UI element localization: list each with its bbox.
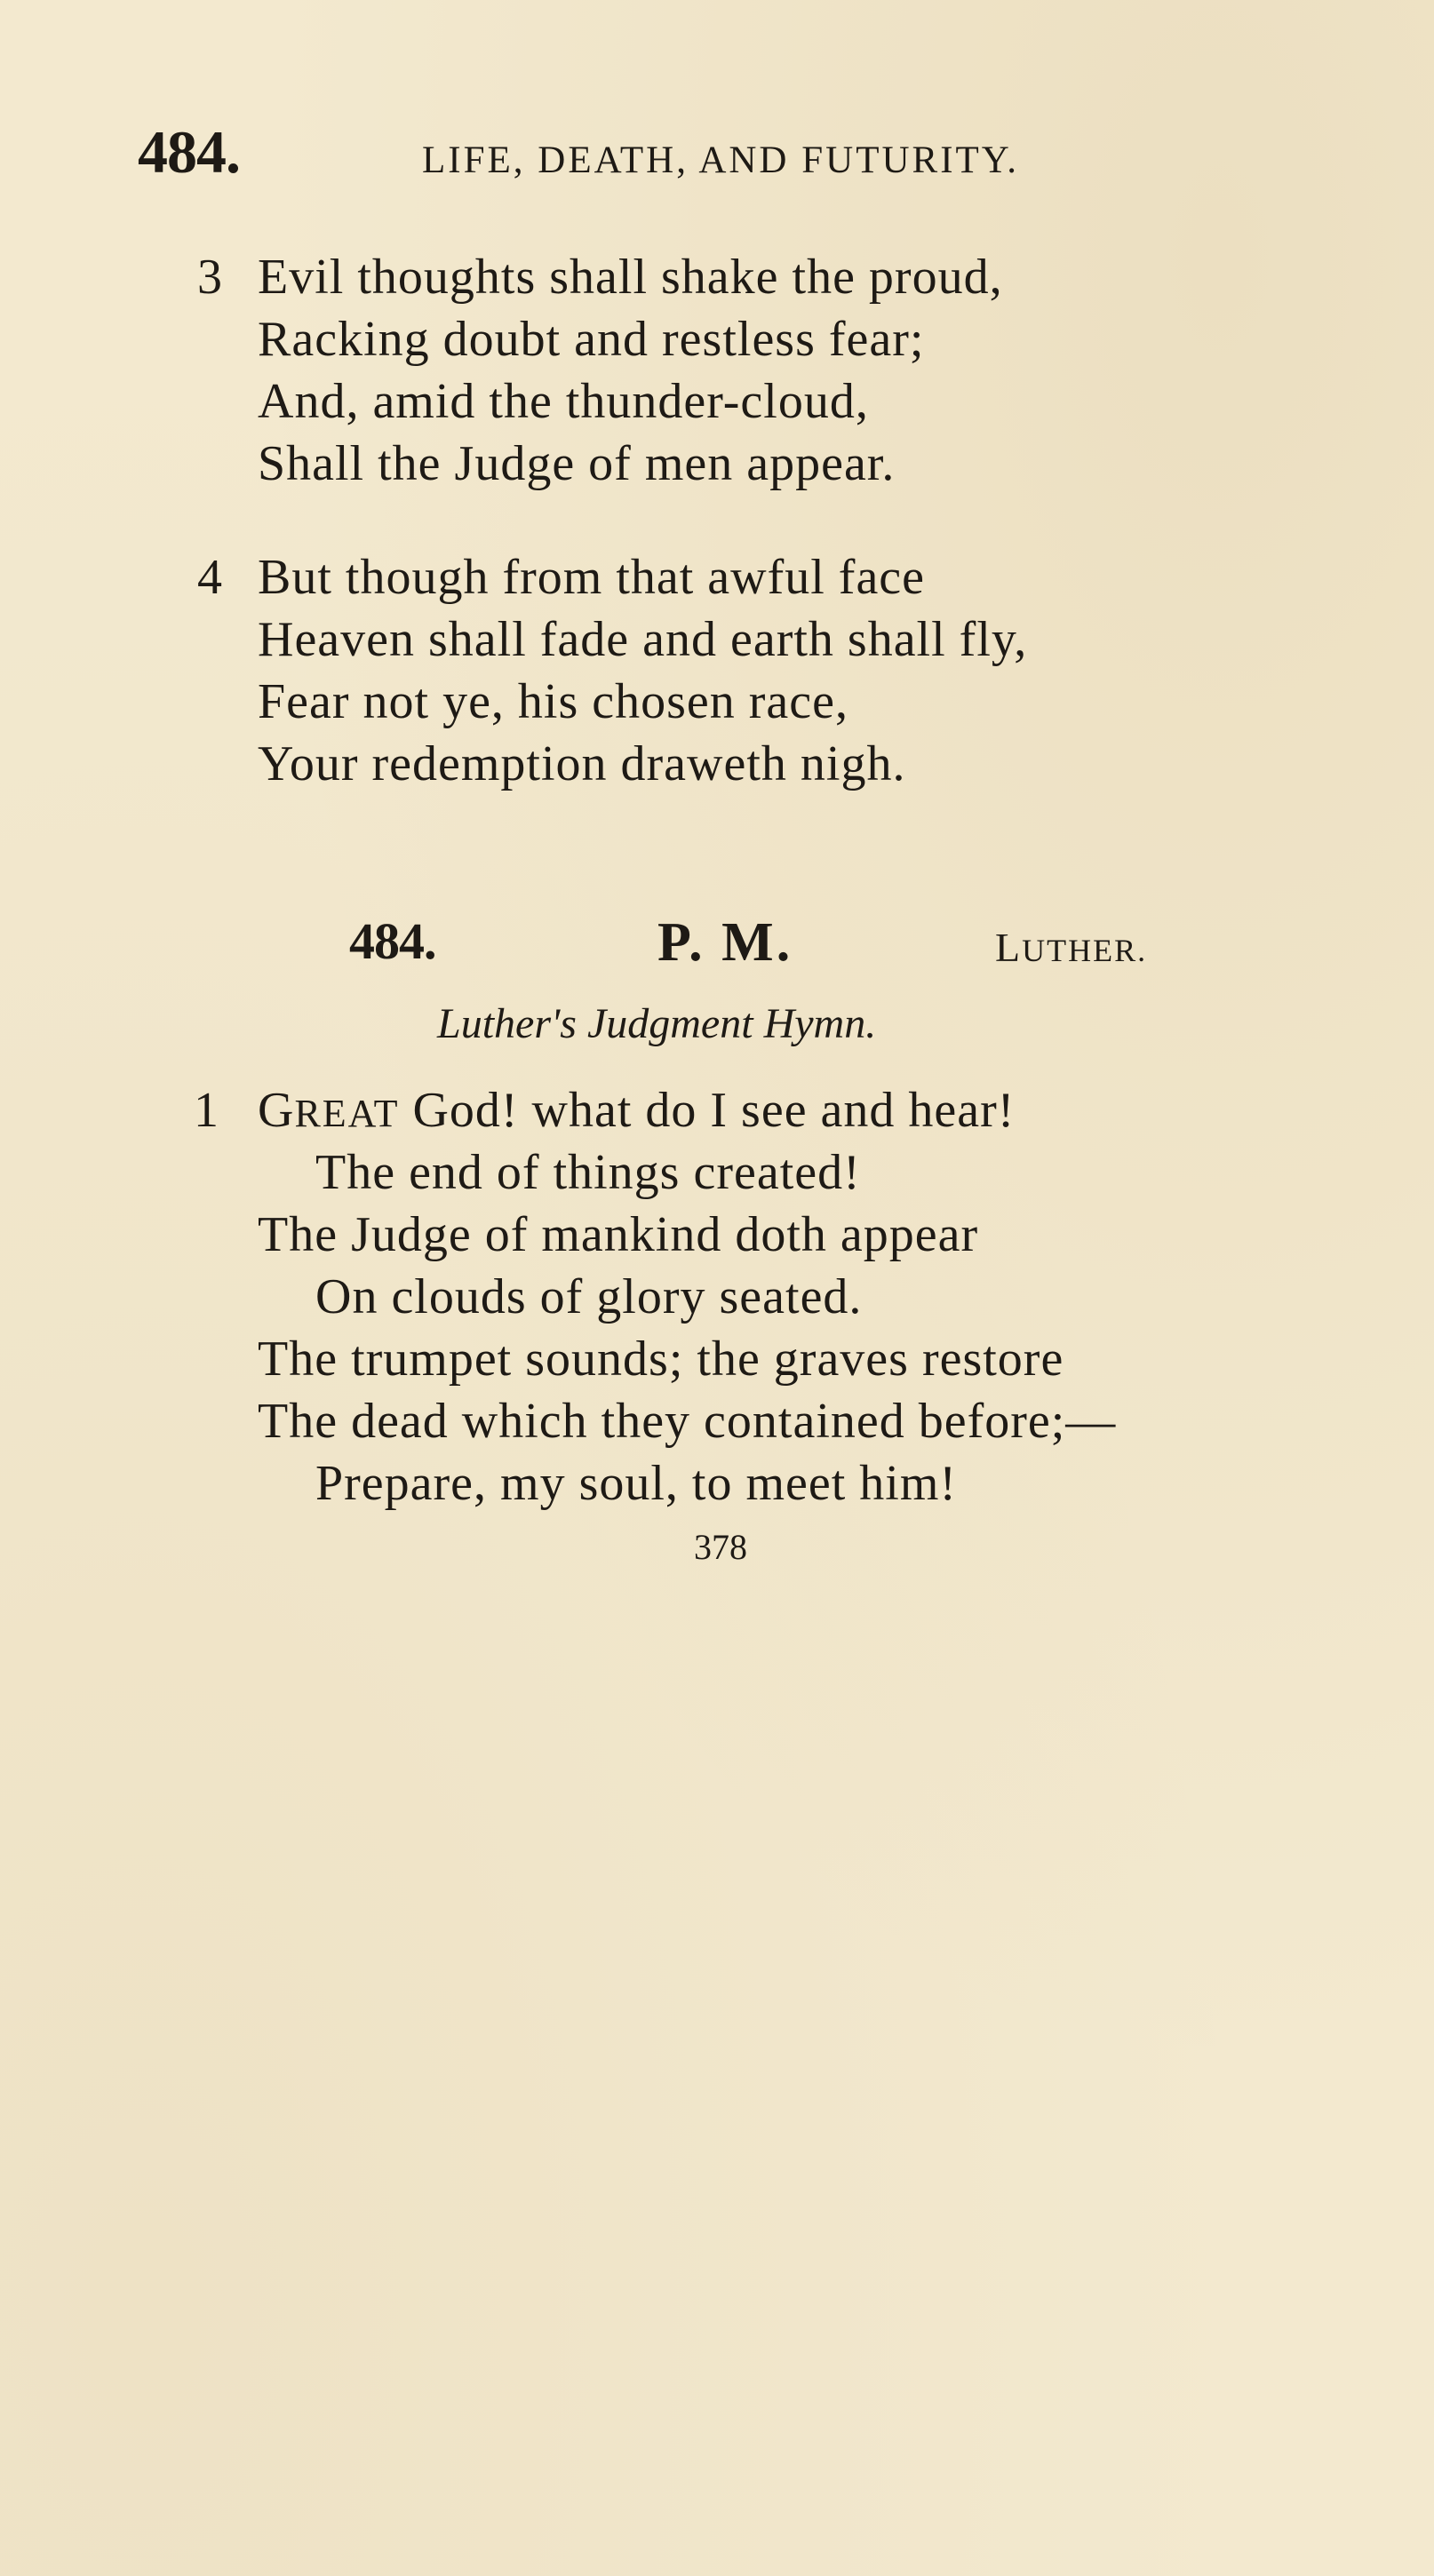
hymn-author — [995, 924, 1147, 971]
hymn-line-1 — [258, 1082, 1015, 1139]
hymn-first-word-initial: G — [258, 1083, 295, 1138]
hymn-first-word-rest: REAT — [294, 1092, 400, 1135]
stanza-3-line-1: Evil thoughts shall shake the proud, — [258, 250, 1003, 305]
folio-page-number: 378 — [694, 1527, 747, 1567]
stanza-3-line-2: Racking doubt and restless fear; — [258, 312, 925, 367]
running-head-page-number: 484. — [138, 118, 240, 186]
stanza-3-line-3: And, amid the thunder-cloud, — [258, 374, 869, 429]
stanza-4-line-4: Your redemption draweth nigh. — [258, 736, 906, 791]
hymn-subtitle: Luther's Judgment Hymn. — [437, 1000, 877, 1047]
running-head-title: LIFE, DEATH, AND FUTURITY. — [422, 139, 1020, 181]
stanza-3-number: 3 — [197, 250, 222, 305]
stanza-4-number: 4 — [197, 550, 222, 605]
hymn-author-rest: UTHER. — [1022, 933, 1148, 968]
hymn-line-4: On clouds of glory seated. — [315, 1269, 863, 1324]
stanza-4-line-2: Heaven shall fade and earth shall fly, — [258, 612, 1028, 667]
hymn-stanza-1-number: 1 — [194, 1083, 219, 1138]
hymn-line-6: The dead which they contained before;— — [258, 1394, 1117, 1449]
hymn-line-7: Prepare, my soul, to meet him! — [315, 1456, 958, 1511]
stanza-3-line-4: Shall the Judge of men appear. — [258, 436, 896, 491]
stanza-4-line-1: But though from that awful face — [258, 550, 926, 605]
hymn-line-5: The trumpet sounds; the graves restore — [258, 1332, 1064, 1387]
hymn-line-3: The Judge of mankind doth appear — [258, 1207, 979, 1262]
hymn-first-line-rest: God! what do I see and hear! — [412, 1083, 1016, 1138]
hymn-author-initial: L — [995, 925, 1023, 970]
hymn-line-2: The end of things created! — [315, 1145, 861, 1200]
stanza-4-line-3: Fear not ye, his chosen race, — [258, 674, 848, 729]
hymn-number: 484. — [349, 912, 436, 970]
hymn-meter: P. M. — [657, 912, 793, 973]
